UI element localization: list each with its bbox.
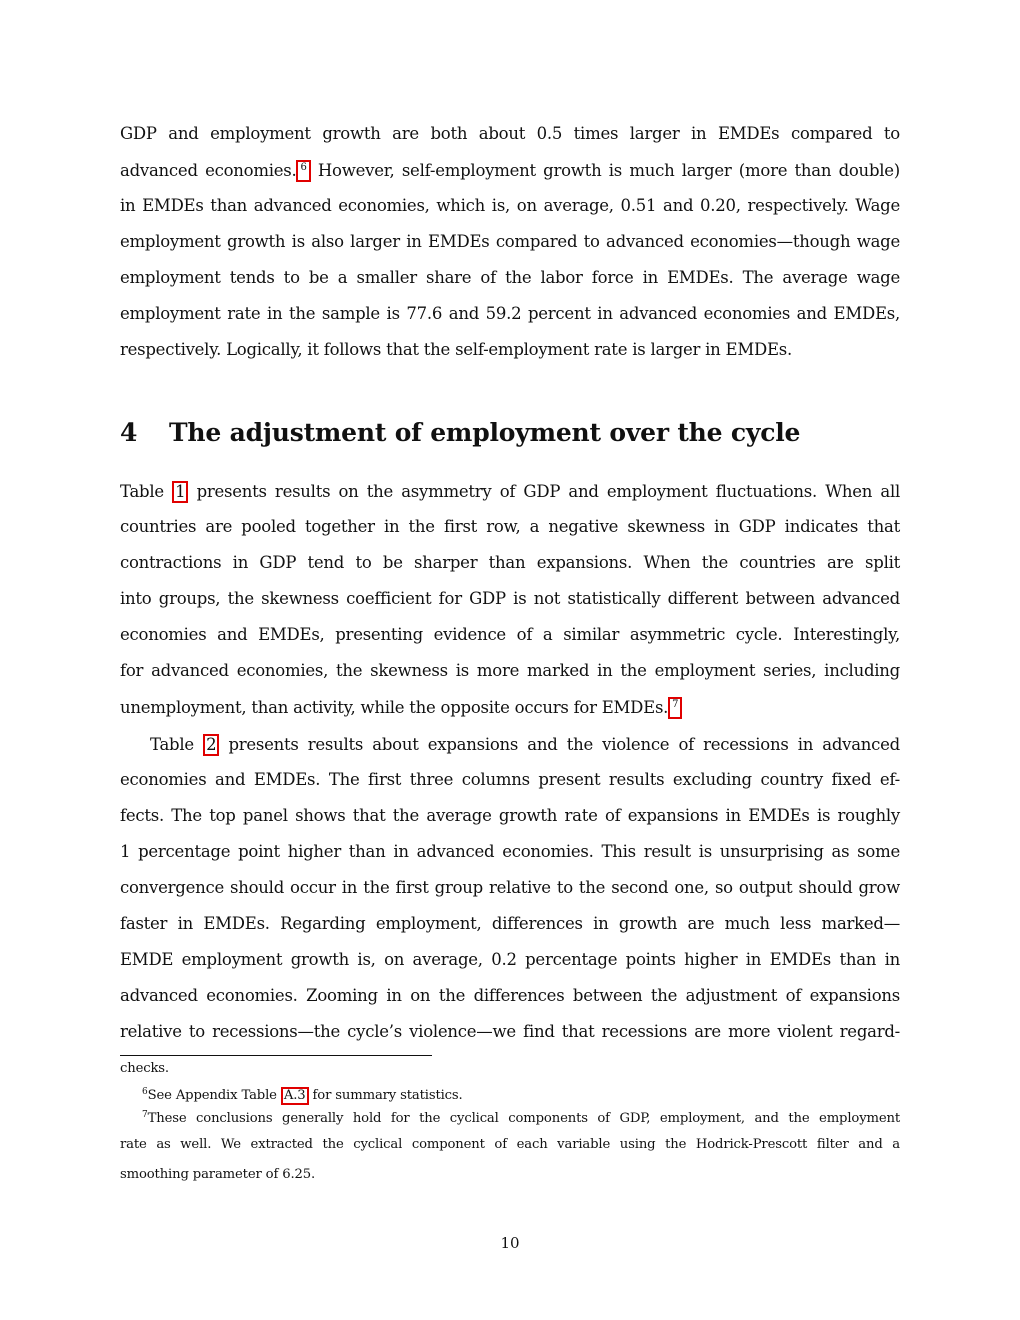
body-text-line: fects. The top panel shows that the average growth rate of expansions in EMDEs is roughly [120, 806, 900, 825]
section-number: 4 [120, 418, 138, 447]
footnote-7-link[interactable]: 7 [668, 697, 682, 719]
text-segment: These conclusions generally hold for the cyclical components of GDP, employment, and the employment [147, 1111, 900, 1126]
footnote-separator [120, 1055, 432, 1056]
body-text-line: countries are pooled together in the first row, a negative skewness in GDP indicates that [120, 517, 900, 536]
body-text-line [120, 697, 900, 719]
body-text-line: convergence should occur in the first group relative to the second one, so output should grow [120, 878, 900, 897]
text-segment: See Appendix Table [147, 1088, 281, 1103]
body-text-line: employment rate in the sample is 77.6 and 59.2 percent in advanced economies and EMDEs, [120, 304, 900, 323]
section-title: The adjustment of employment over the cycle [169, 418, 801, 447]
footnote-7-line: smoothing parameter of 6.25. [120, 1167, 316, 1182]
footnote-6 [142, 1084, 900, 1105]
text-segment: unemployment, than activity, while the opposite occurs for EMDEs. [120, 698, 669, 717]
body-text-line: into groups, the skewness coefficient for GDP is not statistically different between advanced [120, 589, 900, 608]
text-segment: presents results about expansions and the violence of recessions in advanced [219, 735, 900, 754]
text-segment: advanced economies. [120, 161, 297, 180]
footnote-mark: 7 [142, 1110, 148, 1120]
body-text-line [150, 734, 900, 756]
body-text-line: for advanced economies, the skewness is more marked in the employment series, including [120, 661, 900, 680]
body-text-line: 1 percentage point higher than in advanced economies. This result is unsurprising as some [120, 842, 900, 861]
body-text-line: employment growth is also larger in EMDEs compared to advanced economies—though wage [120, 232, 900, 251]
footnote-7 [142, 1107, 900, 1127]
text-segment: Table [150, 735, 204, 754]
body-text-line: economies and EMDEs. The first three columns present results excluding country fixed ef- [120, 770, 900, 789]
body-text-line [120, 160, 900, 182]
section-heading [120, 418, 800, 447]
text-segment: However, self-employment growth is much larger (more than double) [310, 161, 900, 180]
page-number: 10 [500, 1234, 520, 1252]
appendix-table-a3-link[interactable]: A.3 [281, 1087, 309, 1105]
body-text-line [120, 481, 900, 503]
text-segment: for summary statistics. [308, 1088, 463, 1103]
table-1-link[interactable]: 1 [172, 481, 188, 503]
body-text-line: EMDE employment growth is, on average, 0.2 percentage points higher in EMDEs than in [120, 950, 900, 969]
body-text-line: GDP and employment growth are both about 0.5 times larger in EMDEs compared to [120, 124, 900, 143]
body-text-line: in EMDEs than advanced economies, which is, on average, 0.51 and 0.20, respectively. Wage [120, 196, 900, 215]
footnote-mark: 6 [142, 1087, 148, 1097]
body-text-line: relative to recessions—the cycle’s violence—we find that recessions are more violent regard- [120, 1022, 900, 1041]
body-text-line: employment tends to be a smaller share of the labor force in EMDEs. The average wage [120, 268, 900, 287]
table-2-link[interactable]: 2 [203, 734, 219, 756]
footnote-continuation: checks. [120, 1061, 169, 1076]
body-text-line: advanced economies. Zooming in on the differences between the adjustment of expansions [120, 986, 900, 1005]
footnote-7-line: rate as well. We extracted the cyclical component of each variable using the Hodrick-Prescott filter and a [120, 1137, 900, 1152]
body-text-line: respectively. Logically, it follows that the self-employment rate is larger in EMDEs. [120, 340, 792, 359]
footnote-6-link[interactable]: 6 [296, 160, 310, 182]
body-text-line: contractions in GDP tend to be sharper than expansions. When the countries are split [120, 553, 900, 572]
body-text-line: faster in EMDEs. Regarding employment, differences in growth are much less marked— [120, 914, 900, 933]
text-segment: Table [120, 482, 173, 501]
text-segment: presents results on the asymmetry of GDP and employment fluctuations. When all [188, 482, 901, 501]
body-text-line: economies and EMDEs, presenting evidence of a similar asymmetric cycle. Interestingly, [120, 625, 900, 644]
